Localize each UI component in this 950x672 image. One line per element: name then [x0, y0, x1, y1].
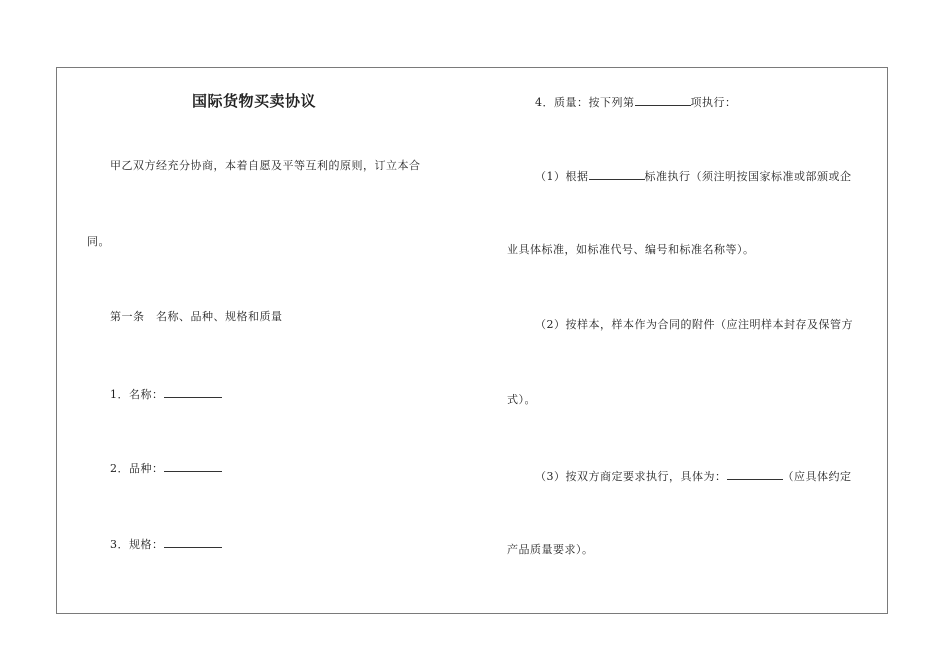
quality-option-1-prefix: （1）根据 — [535, 170, 589, 183]
quality-option-3-row — [535, 468, 852, 484]
item-name-label: 1．名称： — [110, 388, 164, 401]
quality-suffix: 项执行： — [690, 96, 737, 109]
item-name-row — [110, 386, 222, 402]
item-name-blank — [164, 386, 222, 398]
quality-option-1-suffix: 标准执行（须注明按国家标准或部颁或企 — [644, 170, 852, 183]
item-spec-row — [110, 536, 222, 552]
quality-option-3-blank — [727, 468, 783, 480]
intro-line-1: 甲乙双方经充分协商，本着自愿及平等互利的原则，订立本合 — [110, 159, 421, 172]
quality-option-3-prefix: （3）按双方商定要求执行，具体为： — [535, 470, 727, 483]
item-variety-blank — [164, 460, 222, 472]
quality-option-3-suffix: （应具体约定 — [782, 470, 852, 483]
document-frame — [56, 67, 888, 614]
item-variety-label: 2．品种： — [110, 462, 164, 475]
quality-option-1-row — [535, 168, 852, 184]
quality-option-1-line-2: 业具体标准，如标准代号、编号和标准名称等）。 — [507, 243, 755, 256]
item-spec-blank — [164, 536, 222, 548]
document-title: 国际货物买卖协议 — [192, 92, 317, 110]
quality-option-3-line-2: 产品质量要求）。 — [507, 543, 594, 556]
item-variety-row — [110, 460, 222, 476]
quality-row — [535, 94, 737, 110]
intro-line-2: 同。 — [87, 235, 110, 248]
quality-prefix: 4．质量：按下列第 — [535, 96, 635, 109]
item-spec-label: 3．规格： — [110, 538, 164, 551]
quality-option-1-blank — [589, 168, 645, 180]
quality-blank — [635, 94, 691, 106]
article-1-heading: 第一条 名称、品种、规格和质量 — [110, 310, 283, 323]
quality-option-2-line-1: （2）按样本，样本作为合同的附件（应注明样本封存及保管方 — [535, 318, 853, 331]
quality-option-2-line-2: 式）。 — [507, 393, 536, 406]
